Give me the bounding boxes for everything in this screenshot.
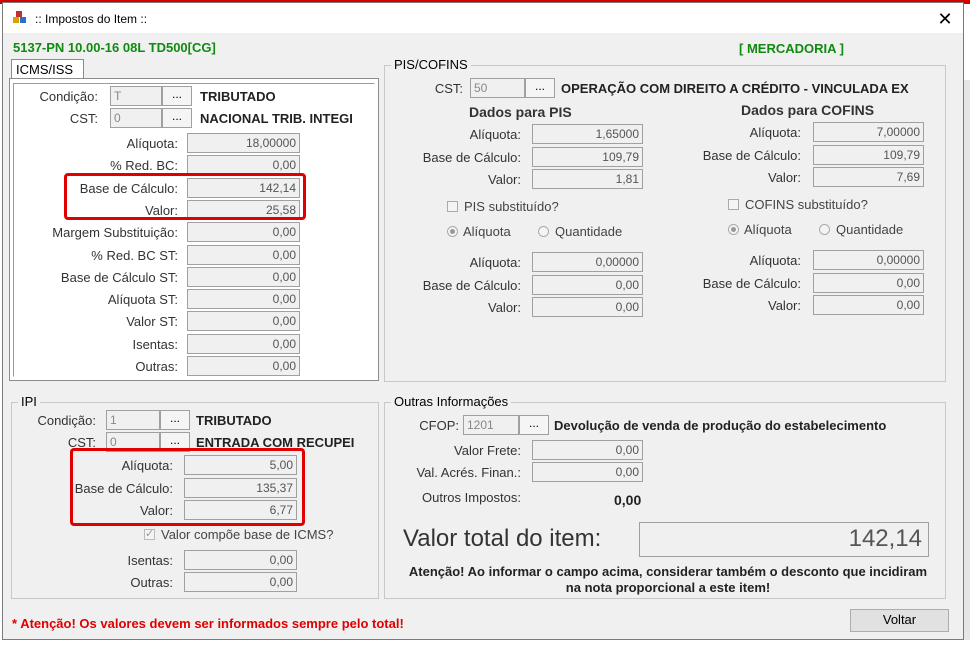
ipi-legend: IPI <box>18 394 40 409</box>
cofins-radio-quantidade[interactable] <box>819 224 830 235</box>
cfop-label: CFOP: <box>419 418 459 433</box>
icms-cst-desc: NACIONAL TRIB. INTEGI <box>200 111 353 126</box>
cfop-lookup-button[interactable]: ... <box>519 415 549 435</box>
pis-base-input[interactable]: 109,79 <box>532 147 643 167</box>
ipi-cst-lookup-button[interactable]: ... <box>160 432 190 452</box>
title-bar <box>3 3 963 33</box>
outros-impostos-value: 0,00 <box>614 492 642 508</box>
pis-aliquota-label: Alíquota: <box>469 127 521 142</box>
icms-row-input[interactable]: 0,00 <box>187 311 300 331</box>
outras-info-legend: Outras Informações <box>391 394 511 409</box>
pis-radio-aliquota-label: Alíquota <box>463 224 511 239</box>
icms-row-input[interactable]: 0,00 <box>187 155 300 175</box>
cofins-aliquota-input[interactable]: 7,00000 <box>813 122 924 142</box>
cofins-st-base-input[interactable]: 0,00 <box>813 273 924 293</box>
icms-highlight-box <box>64 173 306 220</box>
acres-finan-input[interactable]: 0,00 <box>532 462 643 482</box>
ipi-valor-label: Valor: <box>140 503 173 518</box>
icms-condicao-desc: TRIBUTADO <box>200 89 276 104</box>
pis-radio-aliquota[interactable] <box>447 226 458 237</box>
icms-row-label: Base de Cálculo: <box>79 181 178 196</box>
pis-cofins-cst-label: CST: <box>434 81 463 96</box>
cofins-valor-label: Valor: <box>768 170 801 185</box>
icms-row-input[interactable]: 0,00 <box>187 356 300 376</box>
ipi-isentas-input[interactable]: 0,00 <box>184 550 297 570</box>
pis-substituido-label: PIS substituído? <box>464 199 559 214</box>
cofins-st-valor-label: Valor: <box>768 298 801 313</box>
ipi-condicao-desc: TRIBUTADO <box>196 413 272 428</box>
ipi-cst-label: CST: <box>67 435 96 450</box>
pis-cofins-cst-lookup-button[interactable]: ... <box>525 78 555 98</box>
footer-warning: * Atenção! Os valores devem ser informados sempre pelo total! <box>12 616 404 631</box>
icms-row-input[interactable]: 142,14 <box>187 178 300 198</box>
valor-total-input[interactable]: 142,14 <box>639 522 929 557</box>
cofins-substituido-checkbox[interactable] <box>728 199 739 210</box>
cofins-aliquota-label: Alíquota: <box>749 125 801 140</box>
app-icon <box>13 11 27 25</box>
ipi-condicao-lookup-button[interactable]: ... <box>160 410 190 430</box>
icms-row-input[interactable]: 25,58 <box>187 200 300 220</box>
ipi-valor-input[interactable]: 6,77 <box>184 500 297 520</box>
product-title: 5137-PN 10.00-16 08L TD500[CG] <box>13 40 216 55</box>
ipi-condicao-label: Condição: <box>37 413 96 428</box>
cofins-st-aliquota-label: Alíquota: <box>749 253 801 268</box>
icms-row-input[interactable]: 18,00000 <box>187 133 300 153</box>
icms-row-label: Alíquota: <box>126 136 178 151</box>
pis-valor-input[interactable]: 1,81 <box>532 169 643 189</box>
pis-aliquota-input[interactable]: 1,65000 <box>532 124 643 144</box>
cofins-section-title: Dados para COFINS <box>741 102 875 118</box>
item-type-label: [ MERCADORIA ] <box>739 41 844 56</box>
pis-substituido-checkbox[interactable] <box>447 201 458 212</box>
ipi-base-label: Base de Cálculo: <box>74 481 173 496</box>
ipi-aliquota-label: Alíquota: <box>121 458 173 473</box>
pis-st-base-input[interactable]: 0,00 <box>532 275 643 295</box>
icms-condicao-label: Condição: <box>39 89 98 104</box>
icms-row-label: Outras: <box>135 359 178 374</box>
close-icon[interactable]: ✕ <box>937 9 953 29</box>
ipi-outras-input[interactable]: 0,00 <box>184 572 297 592</box>
pis-base-label: Base de Cálculo: <box>422 150 521 165</box>
window-title: :: Impostos do Item :: <box>35 12 148 26</box>
pis-st-base-label: Base de Cálculo: <box>422 278 521 293</box>
icms-row-label: Isentas: <box>132 337 178 352</box>
icms-cst-label: CST: <box>69 111 98 126</box>
pis-cofins-legend: PIS/COFINS <box>391 57 471 72</box>
ipi-cst-desc: ENTRADA COM RECUPEI <box>196 435 355 450</box>
pis-st-aliquota-label: Alíquota: <box>469 255 521 270</box>
cofins-radio-quantidade-label: Quantidade <box>836 222 904 237</box>
cofins-base-label: Base de Cálculo: <box>702 148 801 163</box>
cofins-radio-aliquota-label: Alíquota <box>744 222 792 237</box>
pis-radio-quantidade[interactable] <box>538 226 549 237</box>
attention-message: Atenção! Ao informar o campo acima, considerar também o desconto que incidiram na nota proporcional a este item! <box>408 564 928 595</box>
icms-row-input[interactable]: 0,00 <box>187 289 300 309</box>
icms-row-label: % Red. BC ST: <box>91 248 178 263</box>
frete-label: Valor Frete: <box>454 443 521 458</box>
pis-radio-quantidade-label: Quantidade <box>555 224 623 239</box>
icms-row-input[interactable]: 0,00 <box>187 334 300 354</box>
icms-row-input[interactable]: 0,00 <box>187 267 300 287</box>
cofins-substituido-label: COFINS substituído? <box>745 197 868 212</box>
voltar-button[interactable]: Voltar <box>850 609 949 632</box>
ipi-cst-input[interactable]: 0 <box>106 432 160 452</box>
icms-condicao-input[interactable]: T <box>110 86 162 106</box>
cofins-valor-input[interactable]: 7,69 <box>813 167 924 187</box>
icms-row-label: Valor: <box>145 203 178 218</box>
cofins-base-input[interactable]: 109,79 <box>813 145 924 165</box>
pis-cofins-cst-input[interactable]: 50 <box>470 78 525 98</box>
ipi-compoe-icms-checkbox[interactable] <box>144 529 155 540</box>
ipi-highlight-box <box>70 448 305 526</box>
cofins-st-valor-input[interactable]: 0,00 <box>813 295 924 315</box>
icms-condicao-lookup-button[interactable]: ... <box>162 86 192 106</box>
pis-section-title: Dados para PIS <box>469 104 572 120</box>
pis-valor-label: Valor: <box>488 172 521 187</box>
acres-finan-label: Val. Acrés. Finan.: <box>416 465 521 480</box>
ipi-compoe-icms-label: Valor compõe base de ICMS? <box>161 527 334 542</box>
icms-row-input[interactable]: 0,00 <box>187 245 300 265</box>
icms-row-input[interactable]: 0,00 <box>187 222 300 242</box>
pis-st-aliquota-input[interactable]: 0,00000 <box>532 252 643 272</box>
cfop-desc: Devolução de venda de produção do estabelecimento <box>554 418 887 433</box>
ipi-isentas-label: Isentas: <box>127 553 173 568</box>
icms-row-label: % Red. BC: <box>110 158 178 173</box>
impostos-dialog <box>2 2 964 640</box>
icms-row-label: Margem Substituição: <box>52 225 178 240</box>
cofins-st-base-label: Base de Cálculo: <box>702 276 801 291</box>
valor-total-label: Valor total do item: <box>403 525 602 552</box>
outros-impostos-label: Outros Impostos: <box>422 490 521 505</box>
icms-cst-input[interactable]: 0 <box>110 108 162 128</box>
ipi-outras-label: Outras: <box>130 575 173 590</box>
cofins-st-aliquota-input[interactable]: 0,00000 <box>813 250 924 270</box>
frete-input[interactable]: 0,00 <box>532 440 643 460</box>
pis-cofins-cst-desc: OPERAÇÃO COM DIREITO A CRÉDITO - VINCULADA EX <box>561 81 909 96</box>
ipi-condicao-input[interactable]: 1 <box>106 410 160 430</box>
ipi-base-input[interactable]: 135,37 <box>184 478 297 498</box>
cofins-radio-aliquota[interactable] <box>728 224 739 235</box>
ipi-aliquota-input[interactable]: 5,00 <box>184 455 297 475</box>
icms-row-label: Alíquota ST: <box>107 292 178 307</box>
cfop-input[interactable]: 1201 <box>463 415 519 435</box>
icms-row-label: Base de Cálculo ST: <box>60 270 178 285</box>
icms-row-label: Valor ST: <box>126 314 178 329</box>
icms-cst-lookup-button[interactable]: ... <box>162 108 192 128</box>
pis-st-valor-label: Valor: <box>488 300 521 315</box>
pis-st-valor-input[interactable]: 0,00 <box>532 297 643 317</box>
tab-icms-iss[interactable]: ICMS/ISS <box>11 59 84 79</box>
